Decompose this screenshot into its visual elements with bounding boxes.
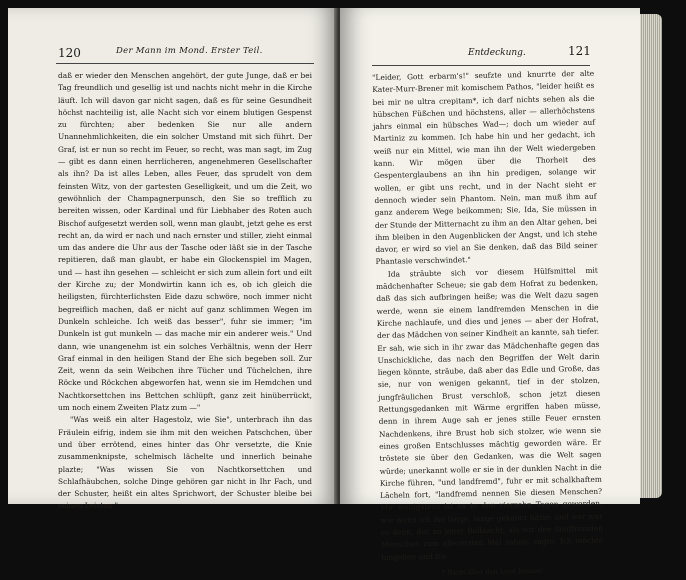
paragraph: "Was weiß ein alter Hagestolz, wie Sie", unterbrach ihn das Fräulein eifrig, indem sie ihm mit den weichen Patschchen, über und über errötend, eines hinter das Ohr versetzte, die Knie zusammenknipste, schelmisch lächelte und innerlich beinahe plazte; "Was wissen Sie von Nachtkorsettchen und Schlafhäubchen, solche Dinge gehören gar nicht in Ihr Fach, und der Schuster, heißt ein altes Sprichwort, der Schuster bleibe bei seinen Leisten." — [58, 415, 312, 511]
header-rule-left — [56, 63, 314, 64]
running-header-right: Entdeckung. — [468, 48, 526, 58]
page-edges — [640, 14, 662, 498]
body-text-right — [372, 68, 604, 580]
paragraph: Ida sträubte sich vor diesem Hülfsmittel mit mädchenhafter Scheue; sie gab dem Hofrat zu bedenken, daß das sich aufbringen heiße; was die Welt dazu sagen werde, wenn sie einem landfremden Menschen in die Kirche nachlaufe, und dies und jenes — aber der Hofrat, der das Mädchen von seiner Kindheit an kannte, sah tiefer. Er sah, wie sich in ihr zwar das Mädchenhafte gegen das Unschickliche, das nach den Begriffen der Welt darin liegen könnte, sträube, daß aber das Edle und Große, das sie, nur von wenigen gekannt, tief in der stolzen, jungfräulichen Brust verschloß, schon jetzt diesen Rettungsgedanken mit Wärme ergriffen haben müsse, denn in ihrem Auge sah er jenes stille Feuer ernsten Nachdenkens, ihre Brust hob sich stolzer, wie wenn sie eines großen Entschlusses mächtig geworden wäre. Er tröstete sie über den Gedanken, was die Welt sagen würde; unerkannt wolle er sie in der dunklen Nacht in die Kirche führen, "und landfremd", fuhr er mit schalkhaftem Lächeln fort, "landfremd nennen Sie diesen Menschen? Mir wenigstens ist es in den vierzehn Tagen geworden, wie wenn ich ihn lange, lange gekannt hätte; und wer war es denn, der an jener Ballnacht, als wir den landfremden Menschen zum allerersten Mal sahen, sagte: Ich möchte hingehen und fra- — [376, 265, 604, 562]
page-number-left: 120 — [58, 46, 81, 60]
header-rule-right — [372, 65, 590, 66]
page-number-right: 121 — [568, 44, 591, 58]
paragraph: "Leider, Gott erbarm's!" seufzte und knurrte der alte Kater-Murr-Brener mit komischem Pathos, "leider heißt es bei mir ne ultra crepitam*, ich darf nichts sehen als die hübschen Füßchen und höchstens, aller — allerhöchstens jahrs einmal ein hübsches Wad—; doch um wieder auf Martiniz zu kommen. Ich habe hin und her gedacht, ich weiß nur ein Mittel, wie man ihn der Welt wiedergeben kann. Wir mögen über die Thorheit des Gespenterglaubens an ihn hin predigen, solange wir wollen, er gibt uns recht, und in der Nacht sieht er dennoch wieder sein Phantom. Nein, man muß ihm auf ganz anderem Wege beikommen; Sie, Ida, Sie müssen in der Stunde der Mitternacht zu ihm an den Altar gehen, bei ihm bleiben in den Augenblicken der Angst, und ich stehe davor, er wird so viel an Sie denken, daß das Bild seiner Phantasie verschwindet." — [372, 68, 598, 267]
paragraph: daß er wieder den Menschen angehört, der gute Junge, daß er bei Tag freundlich und gesellig ist und nachts nicht mehr in die Kirche läuft. Ich will davon gar nicht sagen, daß es für seine Gesundheit höchst nachteilig ist, alle Nacht sich vor einem blutigen Gespenst zu fürchten; aber bedenken Sie nur alle andern Unannehmlichkeiten, die ein solcher Umstand mit sich führt. Der Graf, ist er nun so recht im Feuer, so recht, was man sagt, im Zug — gibt es dann einen herrlicheren, angenehmeren Gesellschafter als ihn? Da ist alles Leben, alles Feuer, das sprudelt von dem feinsten Witz, von der gartesten Geselligkeit, und um die Zeit, wo gewöhnlich der Champagnerpunsch, den Sie so trefflich zu bereiten wissen, oder Kardinal und für Liebhaber des Roten auch Bischof aufgesetzt werden soll, wenn man glaubt, jetzt gehe es erst recht an, da wird er nach und nach ernster und stiller, zieht einmal um das andere die Uhr aus der Tasche oder läßt sie in der Tasche repitieren, daß man glaubt, er habe ein Glockenspiel im Magen, und — hast ihn gesehen — schleicht er sich zum allein fort und eilt der Kirche zu; der Mondwirtin kann ich es, ob ich gleich die heiligsten, fürchterlichsten Eide dazu schwöre, noch immer nicht begreiflich machen, daß er nicht auf ganz schlimmen Wegen im Dunkeln schleiche. Ich weiß das besser", fuhr sie immer; "im Dunkeln ist gut munkeln — das mache mir ein anderer weis." Und dann, wie unangenehm ist ein solches Verhältnis, wenn der Herr Graf einmal in den heiligen Stand der Ehe sich begeben soll. Zur Zeit, wenn da sein Weibchen ihre Tücher und Tüchelchen, ihre Röcke und Röckchen abgeworfen hat, wenn sie im Hemdchen und Nachtkorsettchen ins Bettchen schlüpft, ganz zeit hinüberrückt, um noch einem Zweiten Platz zum —" — [58, 71, 312, 413]
footnote: * Nicht über den Leist hinaus! — [441, 566, 544, 577]
body-text-left — [58, 70, 312, 513]
running-header-left: Der Mann im Mond. Erster Teil. — [116, 46, 263, 56]
open-book — [8, 8, 672, 577]
right-page — [340, 8, 640, 577]
left-page — [8, 8, 338, 511]
